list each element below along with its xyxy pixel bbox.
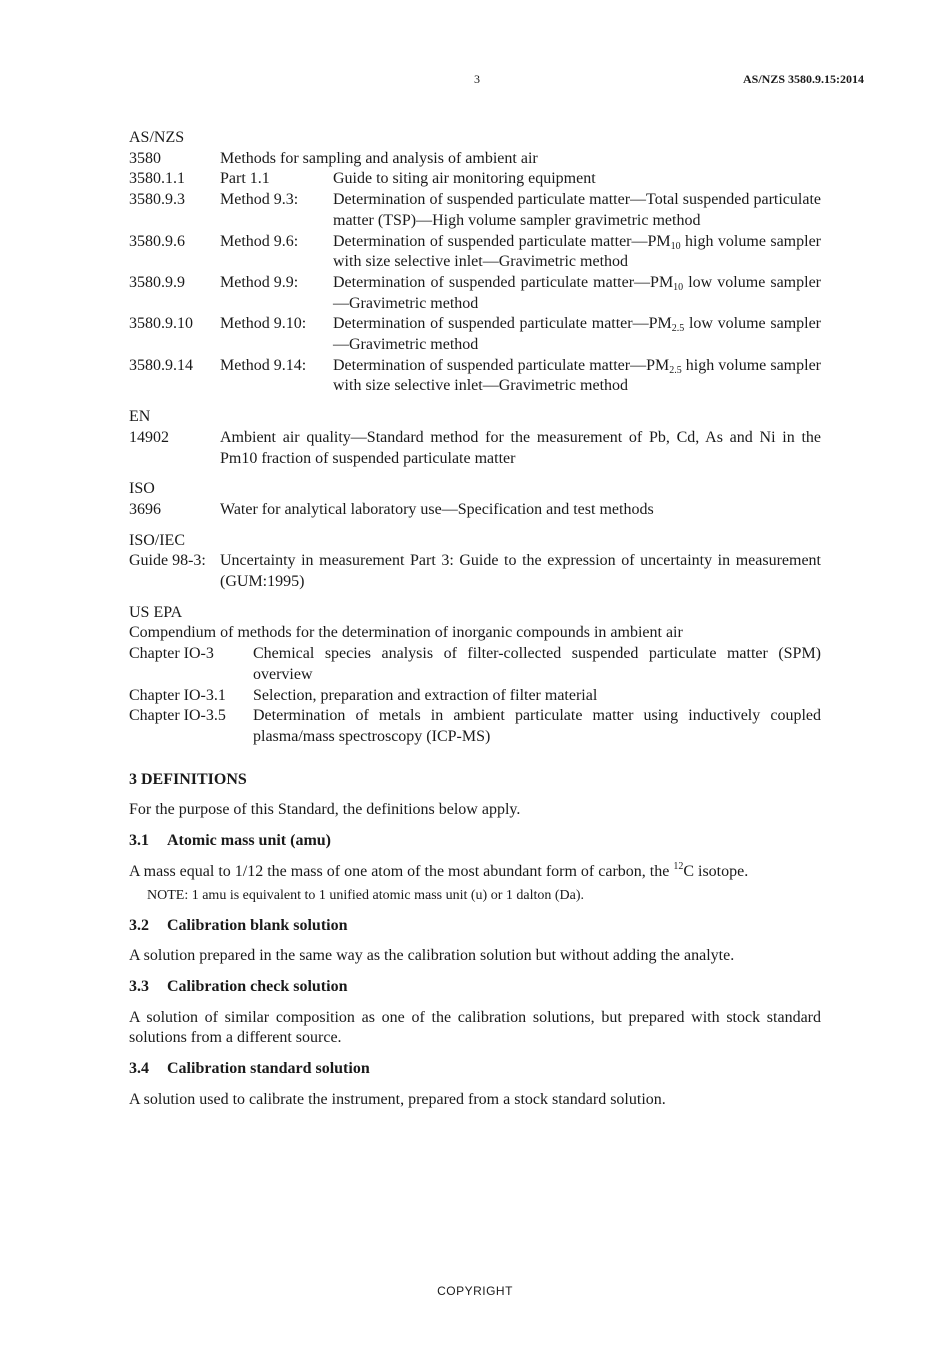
ref-row [129,190,821,231]
copyright-footer: COPYRIGHT [437,1284,513,1298]
ref-description: Chemical species analysis of filter-collected suspended particulate matter (SPM) overview [253,645,821,683]
ref-description: Methods for sampling and analysis of ambient air [220,149,538,167]
definition-text: A solution of similar composition as one of the calibration solutions, but prepared with stock standard solutions from a different source. [129,1008,821,1047]
ref-row [129,314,821,355]
ref-description: Water for analytical laboratory use—Specification and test methods [220,500,654,518]
ref-group-heading: ISO [129,480,155,498]
definition-heading: 3.4 Calibration standard solution [129,1060,370,1078]
ref-group-heading: EN [129,408,151,426]
ref-part: Method 9.14: [220,356,307,374]
ref-row [129,686,821,707]
definition-text: A solution used to calibrate the instrument, prepared from a stock standard solution. [129,1090,666,1108]
section-heading: 3 DEFINITIONS [129,770,247,788]
ref-description: Determination of suspended particulate $matter—PM_{2.5}$ low volume sampler—Gravimetric method [333,315,822,354]
ref-row [129,551,821,592]
ref-description: Selection, preparation and extraction of filter material [253,686,598,704]
ref-part: Method 9.10: [220,315,307,333]
ref-number: Chapter IO-3 [129,645,214,663]
ref-description: Uncertainty in measurement Part 3: Guide to the expression of uncertainty in measurement (GUM:1995) [220,552,821,591]
ref-row [129,428,821,469]
ref-row [129,169,821,190]
definition-text: A mass equal to 1/12 the mass of one atom of the most abundant form of carbon, the $^{12}$C isotope. [129,860,749,880]
ref-row [129,356,821,397]
page-number: 3 [474,72,480,86]
definition-heading: 3.2 Calibration blank solution [129,916,348,934]
ref-row [129,273,821,314]
ref-part: Method 9.3: [220,191,299,209]
ref-row [129,149,821,170]
ref-description: Determination of suspended particulate $matter—PM_{2.5}$ high volume sampler with size selective inlet—Gravimetric method [333,356,822,395]
ref-description: Determination of suspended particulate matter—Total suspended particulate matter (TSP)—High volume sampler gravimetric method [333,191,821,229]
ref-row [129,232,821,273]
section-intro: For the purpose of this Standard, the definitions below apply. [129,801,521,819]
ref-number: Chapter IO-3.5 [129,707,226,725]
ref-group-heading: US EPA [129,603,183,621]
ref-row [129,644,821,685]
ref-number: 3580.9.9 [129,273,185,291]
ref-number: 3580.9.6 [129,232,185,250]
ref-description: Determination of suspended particulate $matter—PM_{10}$ high volume sampler with size selective inlet—Gravimetric method [333,232,821,271]
ref-number: 14902 [129,428,169,446]
ref-number: 3580 [129,149,161,167]
ref-description: Determination of suspended particulate $matter—PM_{10}$ low volume sampler—Gravimetric method [333,273,822,312]
ref-group-title: Compendium of methods for the determination of inorganic compounds in ambient air [129,624,683,642]
ref-description: Guide to siting air monitoring equipment [333,170,596,188]
definition-text: A solution prepared in the same way as the calibration solution but without adding the analyte. [129,947,735,965]
ref-row [129,500,821,521]
ref-description: Ambient air quality—Standard method for the measurement of Pb, Cd, As and Ni in the Pm10 fraction of suspended particulate matter [220,428,821,467]
ref-number: 3580.9.3 [129,191,185,209]
document-body [129,128,821,1110]
ref-part: Part 1.1 [220,170,270,188]
ref-number: 3580.9.14 [129,356,193,374]
definition-heading: 3.1 Atomic mass unit (amu) [129,832,331,850]
ref-group-heading: AS/NZS [129,129,185,146]
ref-number: 3696 [129,500,161,518]
definition-note: NOTE: 1 amu is equivalent to 1 unified atomic mass unit (u) or 1 dalton (Da). [147,887,585,903]
ref-row [129,706,821,747]
ref-number: Guide 98-3: [129,552,206,570]
ref-group-heading: ISO/IEC [129,531,185,549]
ref-number: 3580.9.10 [129,315,193,333]
ref-number: 3580.1.1 [129,170,185,188]
ref-part: Method 9.9: [220,273,299,291]
definition-heading: 3.3 Calibration check solution [129,977,348,995]
ref-part: Method 9.6: [220,232,299,250]
ref-number: Chapter IO-3.1 [129,686,226,704]
standard-id: AS/NZS 3580.9.15:2014 [742,72,864,86]
ref-description: Determination of metals in ambient particulate matter using inductively coupled plasma/mass spectroscopy (ICP-MS) [253,707,821,745]
